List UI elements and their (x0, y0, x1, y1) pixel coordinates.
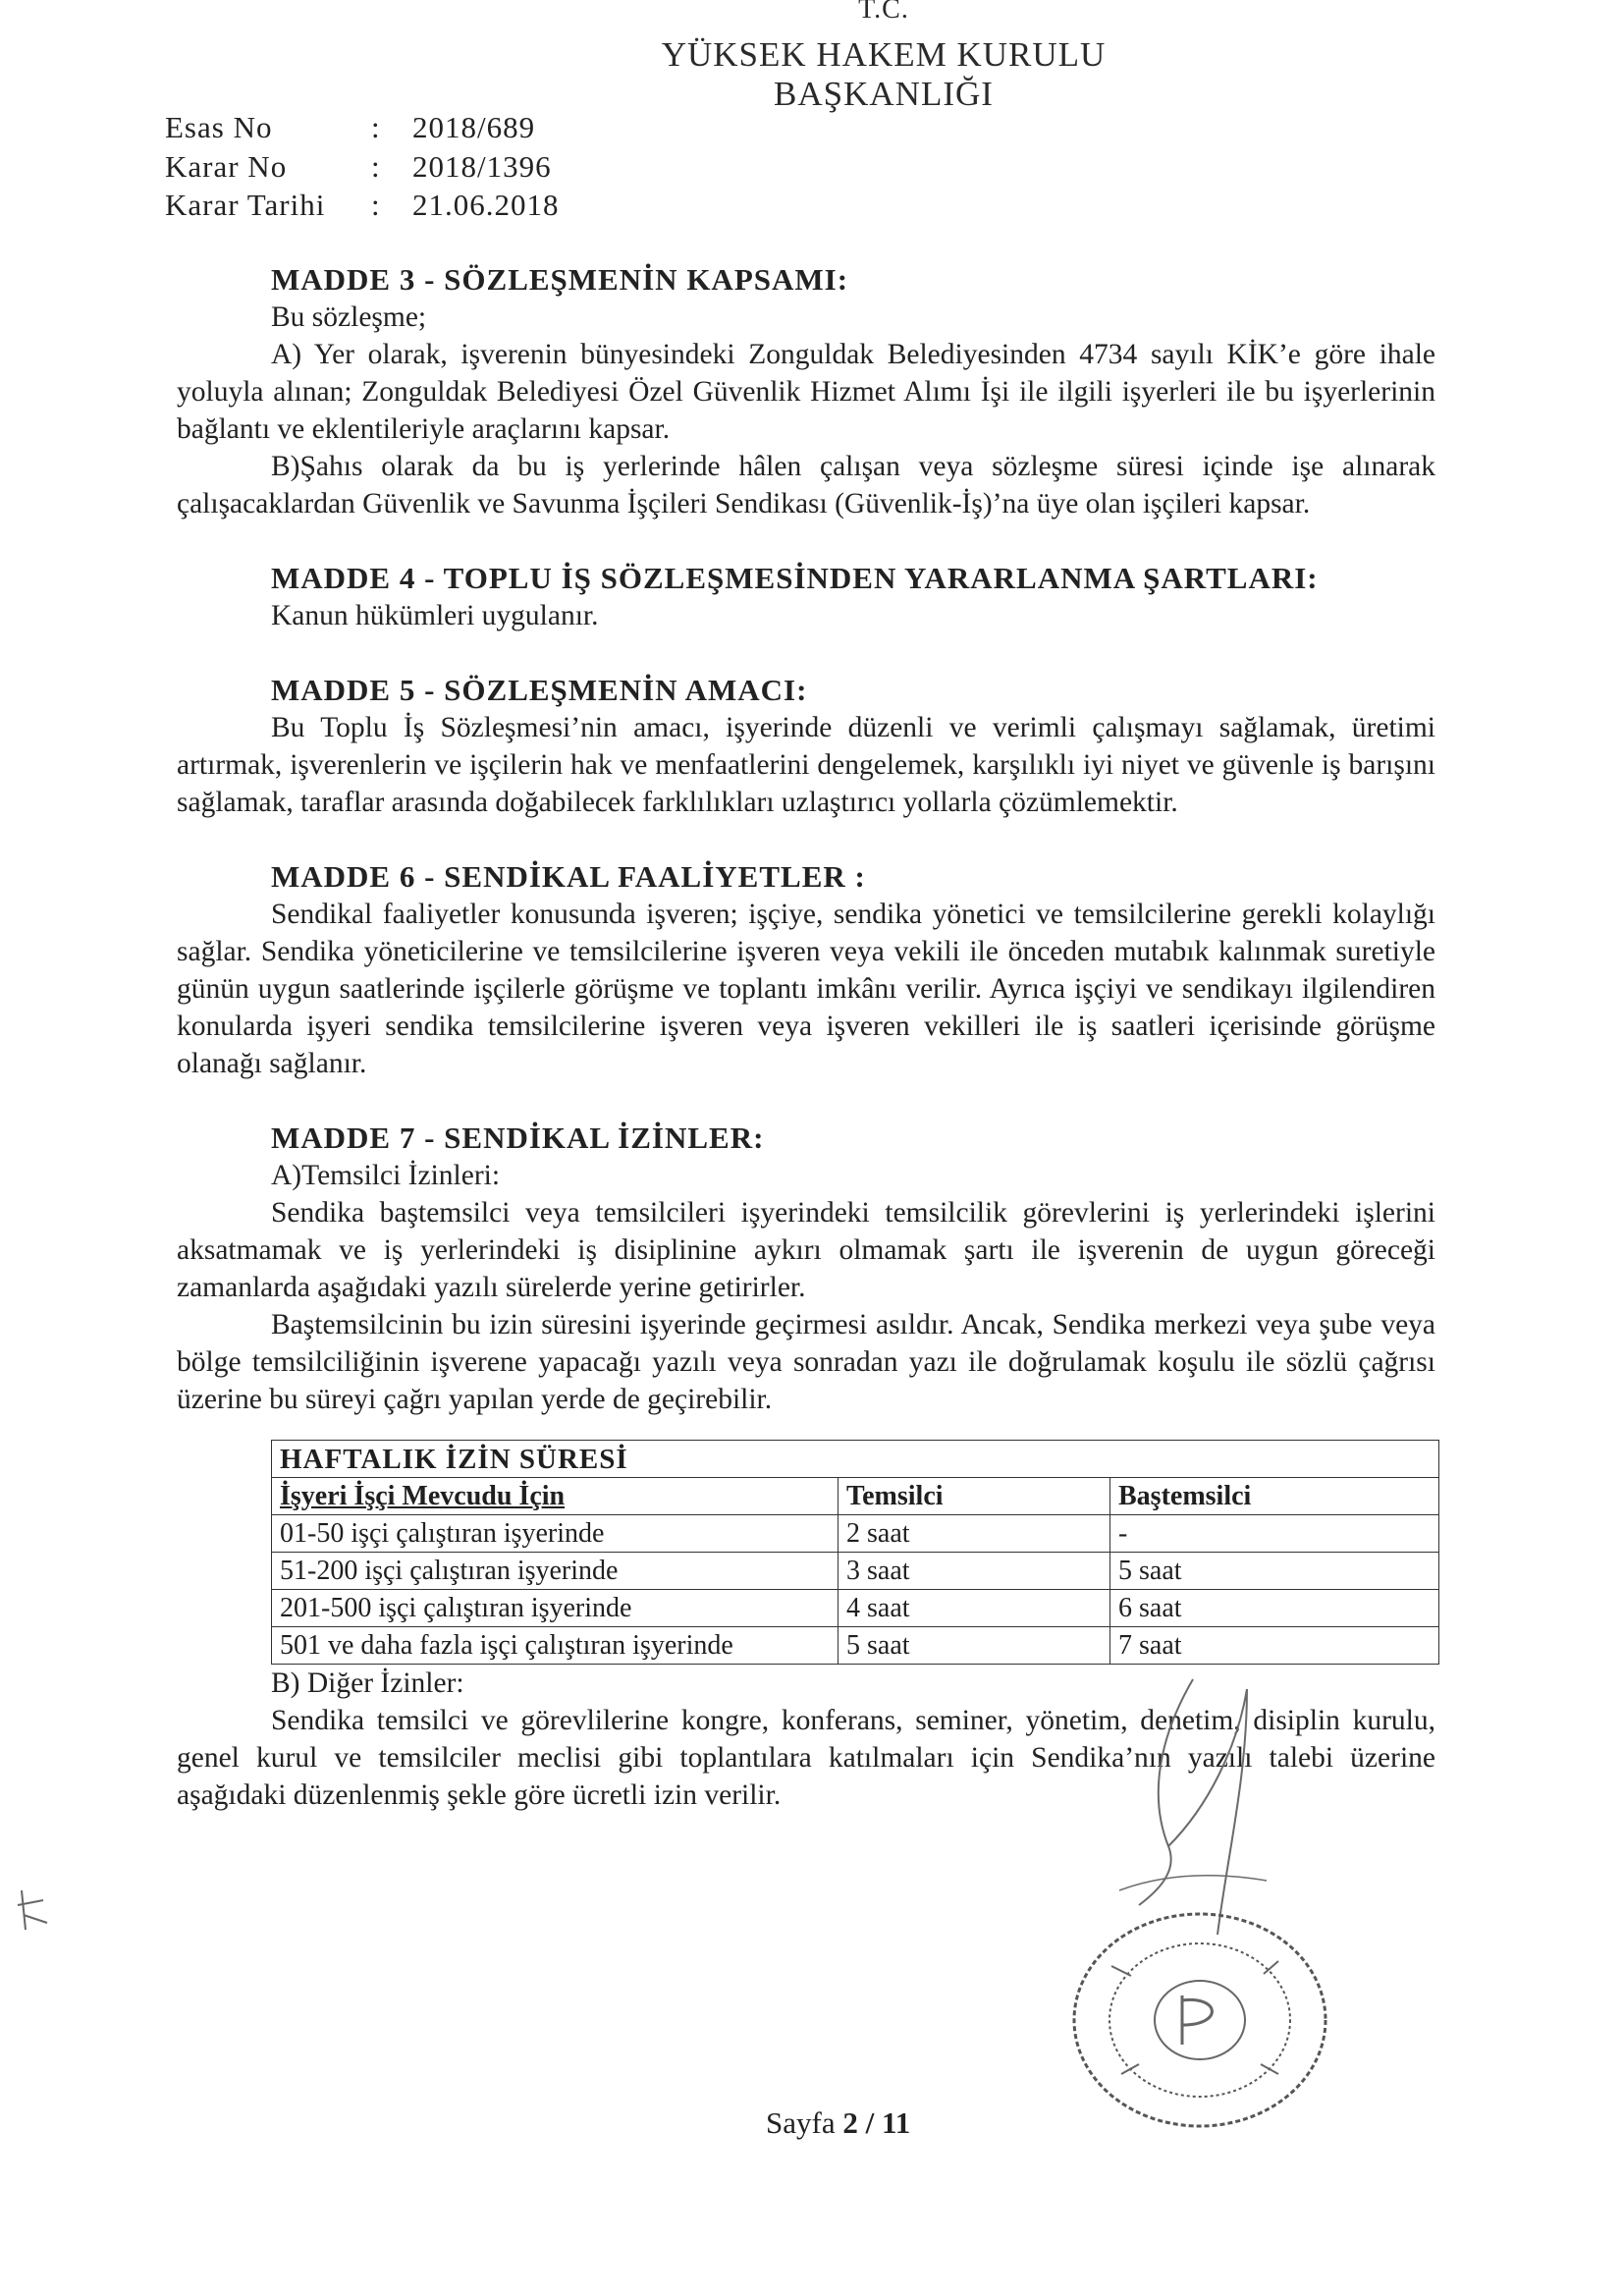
madde7-heading: MADDE 7 - SENDİKAL İZİNLER: (271, 1121, 765, 1155)
page-separator: / (865, 2105, 875, 2140)
madde7-sub-a: A)Temsilci İzinleri: (271, 1160, 501, 1191)
table-cell: - (1110, 1515, 1439, 1553)
meta-karar-no (165, 149, 552, 185)
madde7-sub-b: B) Diğer İzinler: (271, 1667, 464, 1699)
header-fragment: T.C. (858, 0, 909, 25)
table-cell: 6 saat (1110, 1590, 1439, 1627)
table-row (272, 1590, 1439, 1627)
madde7-p3: Sendika temsilci ve görevlilerine kongre, konferans, seminer, yönetim, denetim, disiplin kurulu, genel kurul ve temsilciler meclisi gibi toplantılara katılmaları için Sendika’nın yazılı talebi üzerine aşağıdaki düzenlenmiş şekle göre ücretli izin verilir. (177, 1705, 1435, 1811)
page-number (766, 2105, 910, 2141)
table-title: HAFTALIK İZİN SÜRESİ (272, 1441, 1439, 1478)
madde4-text: Kanun hükümleri uygulanır. (271, 600, 599, 631)
table-cell: 01-50 işçi çalıştıran işyerinde (272, 1515, 839, 1553)
leave-duration-table (271, 1440, 1439, 1665)
table-row (272, 1627, 1439, 1665)
official-seal (1053, 1907, 1347, 2138)
table-cell: 2 saat (839, 1515, 1110, 1553)
margin-mark (14, 1886, 53, 1940)
page-current: 2 (842, 2105, 858, 2140)
meta-value: 21.06.2018 (412, 188, 560, 222)
meta-karar-tarihi (165, 188, 560, 223)
table-header-representative: Temsilci (839, 1478, 1110, 1515)
meta-colon: : (371, 149, 380, 184)
table-header-chief-representative: Baştemsilci (1110, 1478, 1439, 1515)
madde6-heading: MADDE 6 - SENDİKAL FAALİYETLER : (271, 859, 866, 894)
meta-label: Esas No (165, 110, 273, 144)
table-cell: 201-500 işçi çalıştıran işyerinde (272, 1590, 839, 1627)
meta-colon: : (371, 110, 380, 144)
madde4-heading: MADDE 4 - TOPLU İŞ SÖZLEŞMESİNDEN YARARLANMA ŞARTLARI: (271, 561, 1319, 595)
madde6-text: Sendikal faaliyetler konusunda işveren; işçiye, sendika yönetici ve temsilcilerine gerekli kolaylığı sağlar. Sendika yöneticilerine ve temsilcilerine işveren veya vekili ile önceden mutabık kalınmak suretiyle günün uygun saatlerinde işçilerle görüşme ve toplantı imkânı verilir. Ayrıca işçiyi ve sendikayı ilgilendiren konularda işyeri sendika temsilcilerine işveren veya işveren vekilleri ile iş saatleri içerisinde görüşme olanağı sağlanır. (177, 899, 1435, 1079)
table-header-workforce: İşyeri İşçi Mevcudu İçin (272, 1478, 839, 1515)
madde5-heading: MADDE 5 - SÖZLEŞMENİN AMACI: (271, 673, 808, 707)
meta-label: Karar No (165, 149, 288, 184)
table-cell: 4 saat (839, 1590, 1110, 1627)
table-cell: 501 ve daha fazla işçi çalıştıran işyerinde (272, 1627, 839, 1665)
page-label: Sayfa (766, 2105, 836, 2140)
madde3-a: A) Yer olarak, işverenin bünyesindeki Zonguldak Belediyesinden 4734 sayılı KİK’e göre ihale yoluyla alınan; Zonguldak Belediyesi Özel Güvenlik Hizmet Alımı İşi ile ilgili işyerleri ile bu işyerlerinin bağlantı ve eklentileriyle araçlarını kapsar. (177, 339, 1435, 445)
table-title-row (272, 1441, 1439, 1478)
madde7-p2: Baştemsilcinin bu izin süresini işyerinde geçirmesi asıldır. Ancak, Sendika merkezi veya şube veya bölge temsilciliğinin işverene yapacağı yazılı veya sonradan yazı ile doğrulamak koşulu ile sözlü çağrısı üzerine bu süreyi çağrı yapılan yerde de geçirebilir. (177, 1309, 1435, 1415)
madde3-intro: Bu sözleşme; (271, 301, 427, 333)
org-name-line2: BAŞKANLIĞI (774, 75, 994, 113)
table-cell: 5 saat (839, 1627, 1110, 1665)
document-body (177, 261, 1435, 1814)
madde5-text: Bu Toplu İş Sözleşmesi’nin amacı, işyerinde düzenli ve verimli çalışmayı sağlamak, üretimi artırmak, işverenlerin ve işçilerin hak ve menfaatlerini dengelemek, karşılıklı iyi niyet ve güvenle iş barışını sağlamak, taraflar arasında doğabilecek farklılıkları uzlaştırıcı yollarla çözümlemektir. (177, 712, 1435, 818)
meta-label: Karar Tarihi (165, 188, 326, 222)
table-row (272, 1515, 1439, 1553)
table-cell: 3 saat (839, 1553, 1110, 1590)
meta-esas-no (165, 110, 535, 145)
madde7-p1: Sendika baştemsilci veya temsilcileri işyerindeki temsilcilik görevlerini iş yerlerindeki işlerini aksatmamak ve iş yerlerindeki iş disiplinine aykırı olmamak şartı ile işverenin de uygun göreceği zamanlarda aşağıdaki yazılı sürelerde yerine getirirler. (177, 1197, 1435, 1303)
table-cell: 7 saat (1110, 1627, 1439, 1665)
table-header-row (272, 1478, 1439, 1515)
page-total: 11 (881, 2105, 911, 2140)
table-cell: 51-200 işçi çalıştıran işyerinde (272, 1553, 839, 1590)
table-cell: 5 saat (1110, 1553, 1439, 1590)
meta-value: 2018/1396 (412, 149, 552, 184)
madde3-b: B)Şahıs olarak da bu iş yerlerinde hâlen çalışan veya sözleşme süresi içinde işe alınarak çalışacaklardan Güvenlik ve Savunma İşçileri Sendikası (Güvenlik-İş)’na üye olan işçileri kapsar. (177, 451, 1435, 519)
table-row (272, 1553, 1439, 1590)
meta-colon: : (371, 188, 380, 222)
madde3-heading: MADDE 3 - SÖZLEŞMENİN KAPSAMI: (271, 262, 849, 297)
org-name-line1: YÜKSEK HAKEM KURULU (661, 35, 1107, 74)
meta-value: 2018/689 (412, 110, 536, 144)
